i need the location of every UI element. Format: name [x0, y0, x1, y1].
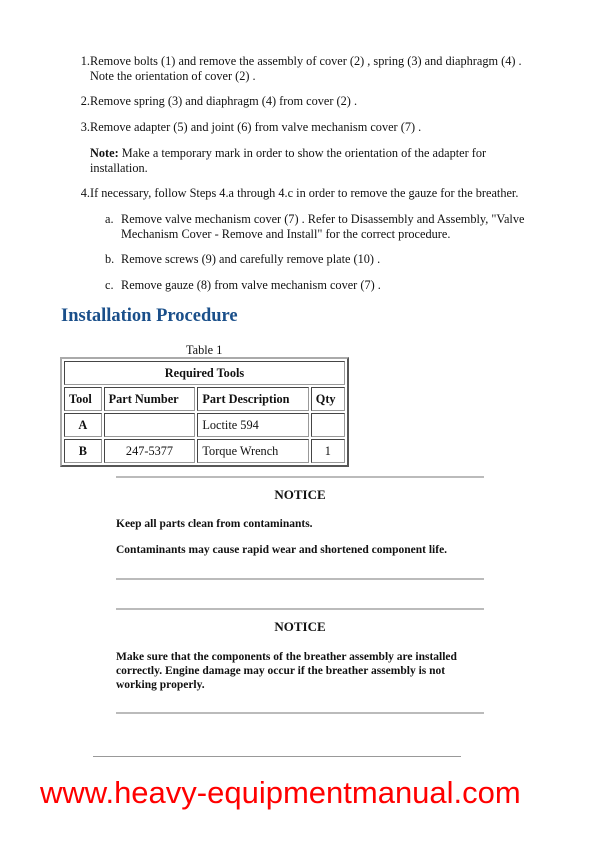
step-4 — [76, 186, 536, 201]
watermark: www.heavy-equipmentmanual.com — [40, 775, 521, 810]
section-heading: Installation Procedure — [61, 306, 238, 326]
notice-text: Make sure that the components of the breather assembly are installed correctly. Engine damage may occur if the breather assembly is not working properly. — [116, 651, 457, 691]
substep-c — [105, 278, 535, 293]
notice-title: NOTICE — [274, 619, 326, 634]
substep-text: Remove screws (9) and carefully remove plate (10) . — [121, 252, 381, 266]
table-row — [64, 413, 345, 437]
cell: Torque Wrench — [197, 439, 308, 463]
step-text: Remove adapter (5) and joint (6) from valve mechanism cover (7) . — [90, 120, 422, 134]
header-cell: Qty — [311, 387, 345, 411]
note-text: Make a temporary mark in order to show the orientation of the adapter for installation. — [90, 146, 487, 175]
divider — [93, 756, 461, 757]
step-number: 2. — [80, 94, 90, 108]
header-cell: Tool — [64, 387, 102, 411]
notice-text: Keep all parts clean from contaminants. — [116, 518, 313, 530]
notice-title: NOTICE — [274, 487, 326, 502]
cell: Loctite 594 — [197, 413, 308, 437]
divider — [116, 608, 484, 610]
cell: A — [64, 413, 102, 437]
divider — [116, 712, 484, 714]
step-text: If necessary, follow Steps 4.a through 4.c in order to remove the gauze for the breather. — [90, 186, 519, 200]
required-tools-table — [60, 357, 349, 467]
header-cell: Part Description — [197, 387, 308, 411]
step-number: 4. — [80, 186, 90, 200]
cell: B — [64, 439, 102, 463]
notice-text: Contaminants may cause rapid wear and shortened component life. — [116, 544, 448, 556]
substep-b — [105, 252, 535, 267]
divider — [116, 476, 484, 478]
note-label: Note: — [90, 146, 119, 160]
step-text: Remove bolts (1) and remove the assembly of cover (2) , spring (3) and diaphragm (4) . Note the orientation of cover (2) . — [90, 54, 522, 83]
step-number: 3. — [80, 120, 90, 134]
substep-number: c. — [105, 278, 114, 292]
substep-a — [105, 212, 535, 242]
cell — [311, 413, 345, 437]
table-title: Required Tools — [64, 361, 345, 385]
note — [76, 146, 536, 176]
cell: 1 — [311, 439, 345, 463]
header-cell: Part Number — [104, 387, 196, 411]
table-caption: Table 1 — [186, 343, 223, 357]
cell — [104, 413, 196, 437]
step-number: 1. — [80, 54, 90, 68]
step-text: Remove spring (3) and diaphragm (4) from cover (2) . — [90, 94, 358, 108]
step-3 — [76, 120, 536, 135]
substep-text: Remove gauze (8) from valve mechanism cover (7) . — [121, 278, 381, 292]
substep-number: b. — [105, 252, 115, 266]
step-2 — [76, 94, 536, 109]
substep-number: a. — [105, 212, 114, 226]
substep-text: Remove valve mechanism cover (7) . Refer to Disassembly and Assembly, "Valve Mechanism Cover - Remove and Install" for the correct procedure. — [121, 212, 525, 241]
step-1 — [76, 54, 536, 84]
divider — [116, 578, 484, 580]
cell: 247-5377 — [104, 439, 196, 463]
table-row — [64, 439, 345, 463]
